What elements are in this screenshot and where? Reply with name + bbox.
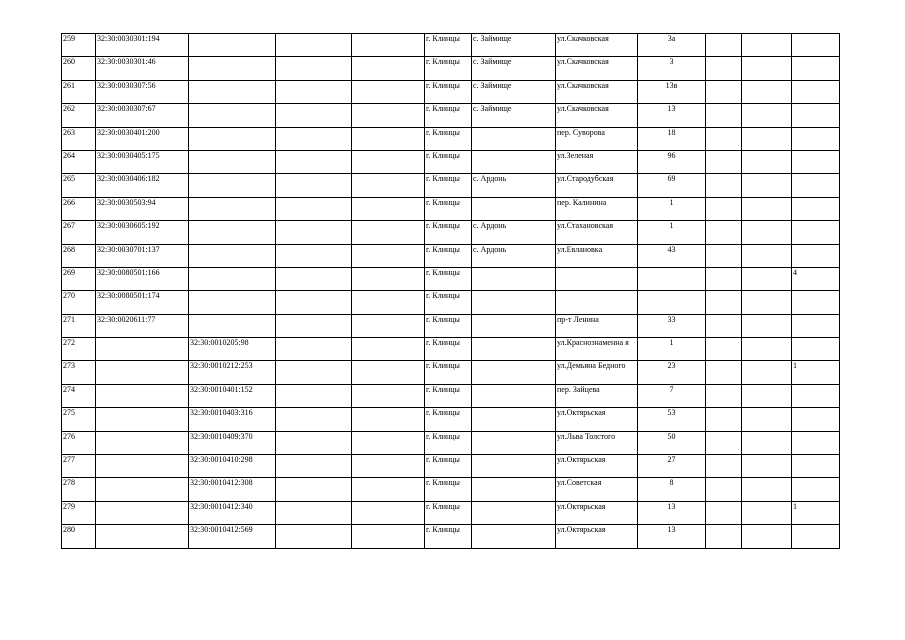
house-number-cell: 7 — [638, 384, 706, 407]
empty-cell — [352, 455, 425, 478]
city-cell: г. Клинцы — [425, 478, 472, 501]
note-cell — [792, 525, 840, 548]
cadastral-number-cell — [96, 501, 189, 524]
empty-cell — [352, 104, 425, 127]
street-cell: ул.Скачковская — [556, 104, 638, 127]
note-cell: 1 — [792, 501, 840, 524]
empty-cell — [352, 338, 425, 361]
empty-cell — [706, 221, 742, 244]
cadastral-number-alt-cell — [189, 244, 276, 267]
settlement-cell — [472, 150, 556, 173]
cadastral-number-cell: 32:30:0030405:175 — [96, 150, 189, 173]
empty-cell — [706, 431, 742, 454]
empty-cell — [742, 150, 792, 173]
settlement-cell — [472, 478, 556, 501]
cadastral-number-alt-cell — [189, 80, 276, 103]
empty-cell — [706, 408, 742, 431]
empty-cell — [276, 150, 352, 173]
empty-cell — [706, 525, 742, 548]
empty-cell — [352, 501, 425, 524]
settlement-cell: с. Ардонь — [472, 174, 556, 197]
cadastral-number-cell: 32:30:0030605:192 — [96, 221, 189, 244]
street-cell: ул.Октярьская — [556, 408, 638, 431]
street-cell: ул.Стародубская — [556, 174, 638, 197]
house-number-cell: 13 — [638, 104, 706, 127]
note-cell: 1 — [792, 361, 840, 384]
cadastral-number-alt-cell — [189, 197, 276, 220]
table-row — [62, 174, 840, 197]
settlement-cell — [472, 338, 556, 361]
row-number-cell: 262 — [62, 104, 96, 127]
empty-cell — [742, 525, 792, 548]
cadastral-number-alt-cell — [189, 34, 276, 57]
empty-cell — [706, 150, 742, 173]
row-number-cell: 265 — [62, 174, 96, 197]
cadastral-number-cell: 32:30:0030301:46 — [96, 57, 189, 80]
settlement-cell — [472, 501, 556, 524]
empty-cell — [742, 34, 792, 57]
settlement-cell — [472, 408, 556, 431]
row-number-cell: 263 — [62, 127, 96, 150]
settlement-cell: с. Займище — [472, 34, 556, 57]
cadastral-number-alt-cell: 32:30:0010412:340 — [189, 501, 276, 524]
registry-body — [62, 34, 840, 549]
cadastral-number-alt-cell: 32:30:0010410:298 — [189, 455, 276, 478]
street-cell: ул.Демьяна Бедного — [556, 361, 638, 384]
table-row — [62, 431, 840, 454]
empty-cell — [352, 361, 425, 384]
cadastral-number-alt-cell — [189, 127, 276, 150]
cadastral-number-cell — [96, 478, 189, 501]
empty-cell — [742, 127, 792, 150]
settlement-cell: с. Ардонь — [472, 221, 556, 244]
city-cell: г. Клинцы — [425, 338, 472, 361]
table-row — [62, 501, 840, 524]
cadastral-number-alt-cell — [189, 314, 276, 337]
empty-cell — [742, 384, 792, 407]
empty-cell — [276, 174, 352, 197]
empty-cell — [276, 525, 352, 548]
settlement-cell — [472, 314, 556, 337]
house-number-cell: 96 — [638, 150, 706, 173]
street-cell: ул.Октярьская — [556, 501, 638, 524]
empty-cell — [276, 338, 352, 361]
note-cell — [792, 478, 840, 501]
table-row — [62, 455, 840, 478]
empty-cell — [706, 291, 742, 314]
house-number-cell: 3а — [638, 34, 706, 57]
row-number-cell: 272 — [62, 338, 96, 361]
empty-cell — [276, 408, 352, 431]
house-number-cell: 1 — [638, 338, 706, 361]
house-number-cell: 23 — [638, 361, 706, 384]
empty-cell — [706, 127, 742, 150]
note-cell — [792, 314, 840, 337]
table-row — [62, 244, 840, 267]
row-number-cell: 277 — [62, 455, 96, 478]
house-number-cell: 13в — [638, 80, 706, 103]
cadastral-number-alt-cell — [189, 104, 276, 127]
city-cell: г. Клинцы — [425, 221, 472, 244]
empty-cell — [352, 150, 425, 173]
empty-cell — [276, 57, 352, 80]
row-number-cell: 259 — [62, 34, 96, 57]
settlement-cell — [472, 267, 556, 290]
cadastral-number-cell: 32:30:0030406:182 — [96, 174, 189, 197]
city-cell: г. Клинцы — [425, 104, 472, 127]
street-cell: пр-т Ленина — [556, 314, 638, 337]
house-number-cell: 13 — [638, 501, 706, 524]
empty-cell — [276, 34, 352, 57]
settlement-cell — [472, 291, 556, 314]
house-number-cell: 69 — [638, 174, 706, 197]
note-cell — [792, 431, 840, 454]
city-cell: г. Клинцы — [425, 525, 472, 548]
note-cell — [792, 384, 840, 407]
cadastral-number-cell — [96, 408, 189, 431]
table-row — [62, 267, 840, 290]
empty-cell — [352, 197, 425, 220]
empty-cell — [352, 174, 425, 197]
row-number-cell: 271 — [62, 314, 96, 337]
empty-cell — [742, 501, 792, 524]
cadastral-number-alt-cell: 32:30:0010403:316 — [189, 408, 276, 431]
empty-cell — [742, 408, 792, 431]
settlement-cell — [472, 197, 556, 220]
cadastral-number-cell: 32:30:0030307:67 — [96, 104, 189, 127]
street-cell: ул.Скачковская — [556, 34, 638, 57]
street-cell: ул.Стахановская — [556, 221, 638, 244]
row-number-cell: 268 — [62, 244, 96, 267]
street-cell: ул.Льва Толстого — [556, 431, 638, 454]
cadastral-number-cell — [96, 384, 189, 407]
empty-cell — [276, 431, 352, 454]
empty-cell — [742, 221, 792, 244]
table-row — [62, 384, 840, 407]
empty-cell — [742, 455, 792, 478]
property-registry-table — [61, 33, 840, 549]
empty-cell — [706, 174, 742, 197]
empty-cell — [742, 174, 792, 197]
empty-cell — [352, 478, 425, 501]
empty-cell — [742, 197, 792, 220]
empty-cell — [276, 314, 352, 337]
street-cell: ул.Советская — [556, 478, 638, 501]
cadastral-number-alt-cell: 32:30:0010412:308 — [189, 478, 276, 501]
settlement-cell — [472, 127, 556, 150]
note-cell — [792, 34, 840, 57]
cadastral-number-cell — [96, 455, 189, 478]
cadastral-number-alt-cell — [189, 291, 276, 314]
empty-cell — [276, 267, 352, 290]
cadastral-number-cell: 32:30:0030701:137 — [96, 244, 189, 267]
cadastral-number-alt-cell — [189, 150, 276, 173]
empty-cell — [742, 431, 792, 454]
settlement-cell — [472, 361, 556, 384]
house-number-cell — [638, 291, 706, 314]
note-cell — [792, 408, 840, 431]
cadastral-number-alt-cell: 32:30:0010401:152 — [189, 384, 276, 407]
settlement-cell: с. Займище — [472, 57, 556, 80]
city-cell: г. Клинцы — [425, 80, 472, 103]
empty-cell — [352, 314, 425, 337]
cadastral-number-alt-cell — [189, 221, 276, 244]
cadastral-number-alt-cell — [189, 57, 276, 80]
row-number-cell: 264 — [62, 150, 96, 173]
empty-cell — [706, 361, 742, 384]
city-cell: г. Клинцы — [425, 384, 472, 407]
empty-cell — [352, 525, 425, 548]
city-cell: г. Клинцы — [425, 127, 472, 150]
house-number-cell: 3 — [638, 57, 706, 80]
city-cell: г. Клинцы — [425, 150, 472, 173]
empty-cell — [706, 34, 742, 57]
settlement-cell — [472, 384, 556, 407]
empty-cell — [352, 291, 425, 314]
cadastral-number-alt-cell — [189, 267, 276, 290]
table-row — [62, 314, 840, 337]
city-cell: г. Клинцы — [425, 244, 472, 267]
empty-cell — [742, 478, 792, 501]
street-cell: ул.Скачковская — [556, 80, 638, 103]
settlement-cell: с. Займище — [472, 80, 556, 103]
cadastral-number-alt-cell: 32:30:0010205:98 — [189, 338, 276, 361]
empty-cell — [742, 80, 792, 103]
cadastral-number-alt-cell: 32:30:0010409:370 — [189, 431, 276, 454]
street-cell — [556, 291, 638, 314]
table-row — [62, 197, 840, 220]
empty-cell — [742, 314, 792, 337]
note-cell — [792, 104, 840, 127]
note-cell — [792, 221, 840, 244]
empty-cell — [352, 408, 425, 431]
cadastral-number-cell — [96, 361, 189, 384]
row-number-cell: 270 — [62, 291, 96, 314]
city-cell: г. Клинцы — [425, 197, 472, 220]
table-row — [62, 80, 840, 103]
table-row — [62, 361, 840, 384]
settlement-cell — [472, 455, 556, 478]
empty-cell — [352, 431, 425, 454]
empty-cell — [706, 267, 742, 290]
empty-cell — [352, 80, 425, 103]
house-number-cell — [638, 267, 706, 290]
row-number-cell: 280 — [62, 525, 96, 548]
note-cell — [792, 174, 840, 197]
city-cell: г. Клинцы — [425, 174, 472, 197]
cadastral-number-cell: 32:30:0030301:194 — [96, 34, 189, 57]
row-number-cell: 261 — [62, 80, 96, 103]
house-number-cell: 1 — [638, 221, 706, 244]
city-cell: г. Клинцы — [425, 314, 472, 337]
cadastral-number-cell: 32:30:0030503:94 — [96, 197, 189, 220]
row-number-cell: 276 — [62, 431, 96, 454]
empty-cell — [276, 244, 352, 267]
city-cell: г. Клинцы — [425, 34, 472, 57]
note-cell — [792, 80, 840, 103]
table-row — [62, 221, 840, 244]
empty-cell — [742, 244, 792, 267]
table-row — [62, 525, 840, 548]
street-cell: ул.Зеленая — [556, 150, 638, 173]
table-row — [62, 291, 840, 314]
note-cell — [792, 150, 840, 173]
empty-cell — [276, 127, 352, 150]
empty-cell — [276, 501, 352, 524]
settlement-cell: с. Ардонь — [472, 244, 556, 267]
empty-cell — [706, 338, 742, 361]
empty-cell — [706, 501, 742, 524]
city-cell: г. Клинцы — [425, 361, 472, 384]
empty-cell — [742, 267, 792, 290]
city-cell: г. Клинцы — [425, 431, 472, 454]
empty-cell — [276, 361, 352, 384]
cadastral-number-cell: 32:30:0020611:77 — [96, 314, 189, 337]
house-number-cell: 43 — [638, 244, 706, 267]
house-number-cell: 53 — [638, 408, 706, 431]
note-cell — [792, 127, 840, 150]
house-number-cell: 13 — [638, 525, 706, 548]
cadastral-number-cell: 32:30:0030401:200 — [96, 127, 189, 150]
city-cell: г. Клинцы — [425, 501, 472, 524]
house-number-cell: 1 — [638, 197, 706, 220]
house-number-cell: 8 — [638, 478, 706, 501]
settlement-cell — [472, 525, 556, 548]
settlement-cell: с. Займище — [472, 104, 556, 127]
row-number-cell: 275 — [62, 408, 96, 431]
city-cell: г. Клинцы — [425, 408, 472, 431]
empty-cell — [352, 244, 425, 267]
cadastral-number-cell: 32:30:0080501:174 — [96, 291, 189, 314]
table-row — [62, 338, 840, 361]
empty-cell — [742, 361, 792, 384]
note-cell — [792, 197, 840, 220]
table-row — [62, 104, 840, 127]
empty-cell — [276, 384, 352, 407]
street-cell: ул.Евлановка — [556, 244, 638, 267]
note-cell — [792, 291, 840, 314]
empty-cell — [742, 104, 792, 127]
empty-cell — [706, 80, 742, 103]
empty-cell — [276, 80, 352, 103]
empty-cell — [352, 57, 425, 80]
table-row — [62, 57, 840, 80]
table-row — [62, 408, 840, 431]
empty-cell — [742, 291, 792, 314]
cadastral-number-cell — [96, 431, 189, 454]
empty-cell — [352, 221, 425, 244]
table-row — [62, 478, 840, 501]
house-number-cell: 50 — [638, 431, 706, 454]
street-cell — [556, 267, 638, 290]
row-number-cell: 279 — [62, 501, 96, 524]
row-number-cell: 260 — [62, 57, 96, 80]
empty-cell — [352, 127, 425, 150]
row-number-cell: 273 — [62, 361, 96, 384]
cadastral-number-cell: 32:30:0030307:56 — [96, 80, 189, 103]
row-number-cell: 269 — [62, 267, 96, 290]
cadastral-number-cell: 32:30:0080501:166 — [96, 267, 189, 290]
note-cell — [792, 57, 840, 80]
street-cell: пер. Зайцева — [556, 384, 638, 407]
empty-cell — [706, 455, 742, 478]
cadastral-number-cell — [96, 525, 189, 548]
street-cell: пер. Калинина — [556, 197, 638, 220]
street-cell: ул.Октярьская — [556, 525, 638, 548]
empty-cell — [742, 338, 792, 361]
cadastral-number-alt-cell: 32:30:0010212:253 — [189, 361, 276, 384]
empty-cell — [706, 384, 742, 407]
table-row — [62, 150, 840, 173]
row-number-cell: 274 — [62, 384, 96, 407]
street-cell: ул.Скачковская — [556, 57, 638, 80]
note-cell — [792, 244, 840, 267]
row-number-cell: 267 — [62, 221, 96, 244]
row-number-cell: 278 — [62, 478, 96, 501]
cadastral-number-cell — [96, 338, 189, 361]
city-cell: г. Клинцы — [425, 57, 472, 80]
street-cell: ул.Краснознаменна я — [556, 338, 638, 361]
street-cell: ул.Октярьская — [556, 455, 638, 478]
empty-cell — [706, 244, 742, 267]
note-cell — [792, 338, 840, 361]
table-row — [62, 127, 840, 150]
empty-cell — [706, 197, 742, 220]
house-number-cell: 33 — [638, 314, 706, 337]
settlement-cell — [472, 431, 556, 454]
empty-cell — [742, 57, 792, 80]
empty-cell — [352, 384, 425, 407]
empty-cell — [706, 478, 742, 501]
empty-cell — [276, 478, 352, 501]
house-number-cell: 27 — [638, 455, 706, 478]
cadastral-number-alt-cell — [189, 174, 276, 197]
table-row — [62, 34, 840, 57]
note-cell: 4 — [792, 267, 840, 290]
empty-cell — [276, 221, 352, 244]
empty-cell — [706, 104, 742, 127]
cadastral-number-alt-cell: 32:30:0010412:569 — [189, 525, 276, 548]
empty-cell — [352, 267, 425, 290]
empty-cell — [352, 34, 425, 57]
empty-cell — [276, 197, 352, 220]
empty-cell — [276, 104, 352, 127]
empty-cell — [276, 291, 352, 314]
empty-cell — [706, 57, 742, 80]
row-number-cell: 266 — [62, 197, 96, 220]
city-cell: г. Клинцы — [425, 455, 472, 478]
house-number-cell: 18 — [638, 127, 706, 150]
city-cell: г. Клинцы — [425, 267, 472, 290]
empty-cell — [276, 455, 352, 478]
street-cell: пер. Суворова — [556, 127, 638, 150]
empty-cell — [706, 314, 742, 337]
city-cell: г. Клинцы — [425, 291, 472, 314]
note-cell — [792, 455, 840, 478]
